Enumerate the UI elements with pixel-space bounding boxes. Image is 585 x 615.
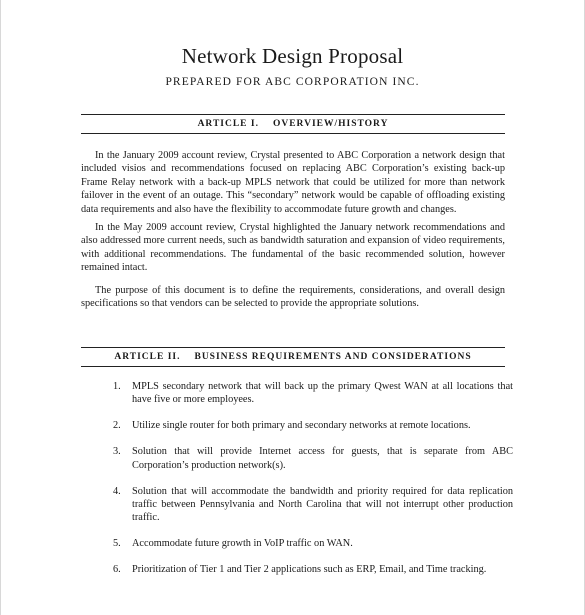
article-2-number: ARTICLE II. bbox=[114, 352, 181, 362]
document-subtitle: PREPARED FOR ABC CORPORATION INC. bbox=[165, 76, 420, 88]
list-item-number: 3. bbox=[113, 446, 121, 458]
list-item-text: Accommodate future growth in VoIP traffic on WAN. bbox=[132, 538, 353, 550]
list-item bbox=[113, 537, 513, 550]
document-title: Network Design Proposal bbox=[181, 44, 404, 68]
list-item-number: 4. bbox=[113, 485, 121, 497]
list-item-number: 6. bbox=[113, 564, 121, 576]
list-item-number: 1. bbox=[113, 381, 121, 392]
list-item-text: Solution that will accommodate the bandwidth and priority required for data replication traffic between Pennsylvania and North Carolina that will not interrupt other production traffic. bbox=[132, 485, 513, 524]
requirements-list bbox=[113, 380, 513, 589]
article-2-title: BUSINESS REQUIREMENTS AND CONSIDERATIONS bbox=[194, 352, 472, 362]
list-item bbox=[113, 563, 513, 576]
list-item bbox=[113, 445, 513, 472]
article-1-title: OVERVIEW/HISTORY bbox=[272, 119, 389, 129]
list-item bbox=[113, 485, 513, 525]
list-item bbox=[113, 380, 513, 407]
article-1-paragraph-3: The purpose of this document is to define the requirements, considerations, and overall design specifications so that vendors can be selected to provide the appropriate solutions. bbox=[81, 285, 505, 310]
list-item-text: MPLS secondary network that will back up the primary Qwest WAN at all locations that have five or more employees. bbox=[132, 381, 513, 406]
article-1-number: ARTICLE I. bbox=[197, 119, 259, 129]
list-item-number: 2. bbox=[113, 420, 121, 432]
list-item-text: Utilize single router for both primary and secondary networks at remote locations. bbox=[132, 420, 471, 432]
list-item bbox=[113, 419, 513, 432]
list-item-text: Prioritization of Tier 1 and Tier 2 applications such as ERP, Email, and Time tracking. bbox=[132, 564, 487, 576]
list-item-number: 5. bbox=[113, 538, 121, 550]
article-1-paragraph-1: In the January 2009 account review, Crystal presented to ABC Corporation a network design that included visios and recommendations focused on replacing ABC Corporation’s existing back-up Frame Relay network with a back-up MPLS network that could be utilized for more than network failover in the event of an outage. This “secondary” network would be capable of offloading existing data requirements and also have the flexibility to accommodate future growth and changes. bbox=[81, 150, 505, 215]
article-2-heading bbox=[81, 347, 505, 367]
article-1-paragraph-2: In the May 2009 account review, Crystal highlighted the January network recommendations and also addressed more current needs, such as bandwidth saturation and expansion of video requirements, with additional recommendations. The fundamental of the basic recommended solution, however remained intact. bbox=[81, 222, 505, 274]
article-1-heading bbox=[81, 114, 505, 134]
list-item-text: Solution that will provide Internet access for guests, that is separate from ABC Corporation’s production network(s). bbox=[132, 446, 513, 471]
